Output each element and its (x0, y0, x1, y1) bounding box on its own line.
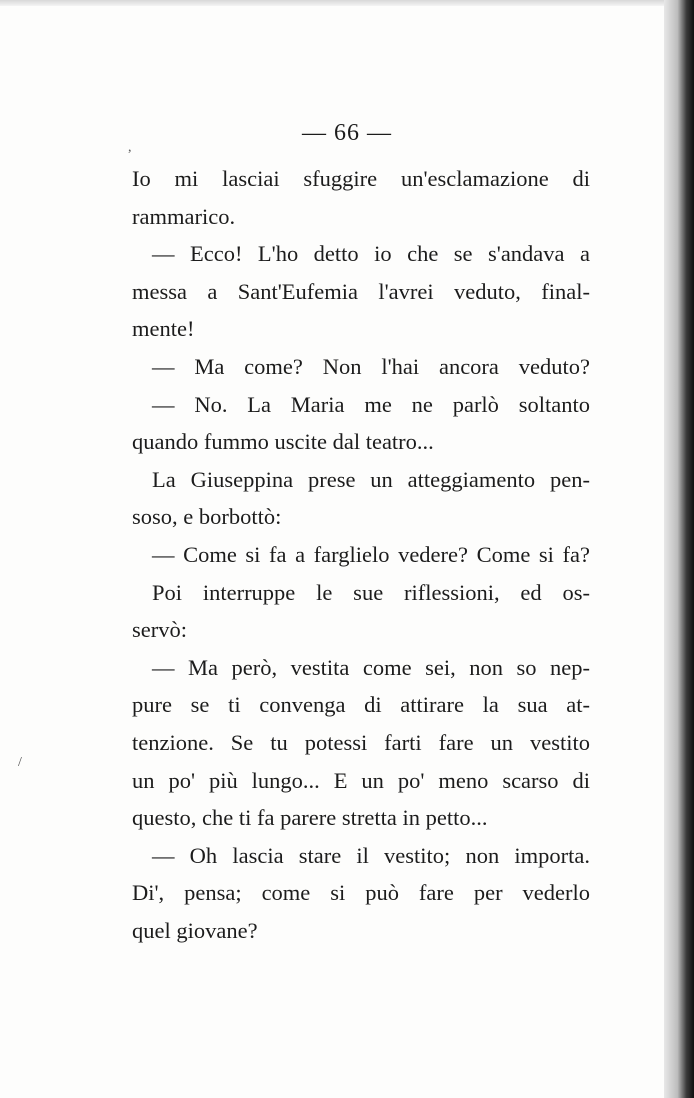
text-line: — Ma però, vestita come sei, non so nep- (152, 654, 590, 680)
text-line: — Ma come? Non l'hai ancora veduto? (152, 353, 590, 379)
body-text (132, 160, 590, 949)
text-line: un po' più lungo... E un po' meno scarso di (132, 767, 590, 793)
stray-mark: , (128, 140, 132, 155)
text-line: La Giuseppina prese un atteggiamento pen- (152, 466, 590, 492)
text-line: Poi interruppe le sue riflessioni, ed os- (152, 579, 590, 605)
text-line: — Oh lascia stare il vestito; non importa. (152, 842, 590, 868)
text-line: rammarico. (132, 203, 236, 229)
text-line: soso, e borbottò: (132, 504, 282, 530)
page-binding-edge (664, 0, 694, 1098)
text-line: pure se ti convenga di attirare la sua at- (132, 692, 590, 718)
text-line: — Come si fa a farglielo vedere? Come si fa? (152, 541, 590, 567)
text-line: quel giovane? (132, 917, 258, 943)
text-line: — Ecco! L'ho detto io che se s'andava a (152, 241, 590, 267)
text-line: messa a Sant'Eufemia l'avrei veduto, final- (132, 278, 590, 304)
text-line: quando fummo uscite dal teatro... (132, 429, 434, 455)
text-line: questo, che ti fa parere stretta in petto... (132, 805, 488, 831)
text-line: Di', pensa; come si può fare per vederlo (132, 880, 590, 906)
text-line: — No. La Maria me ne parlò soltanto (152, 391, 590, 417)
text-line: servò: (132, 617, 187, 643)
page-number: — 66 — (302, 120, 392, 146)
stray-mark: / (18, 755, 22, 770)
text-line: Io mi lasciai sfuggire un'esclamazione di (132, 166, 590, 191)
text-line: tenzione. Se tu potessi farti fare un vestito (132, 729, 590, 755)
page-top-edge (0, 0, 694, 6)
text-line: mente! (132, 316, 195, 342)
